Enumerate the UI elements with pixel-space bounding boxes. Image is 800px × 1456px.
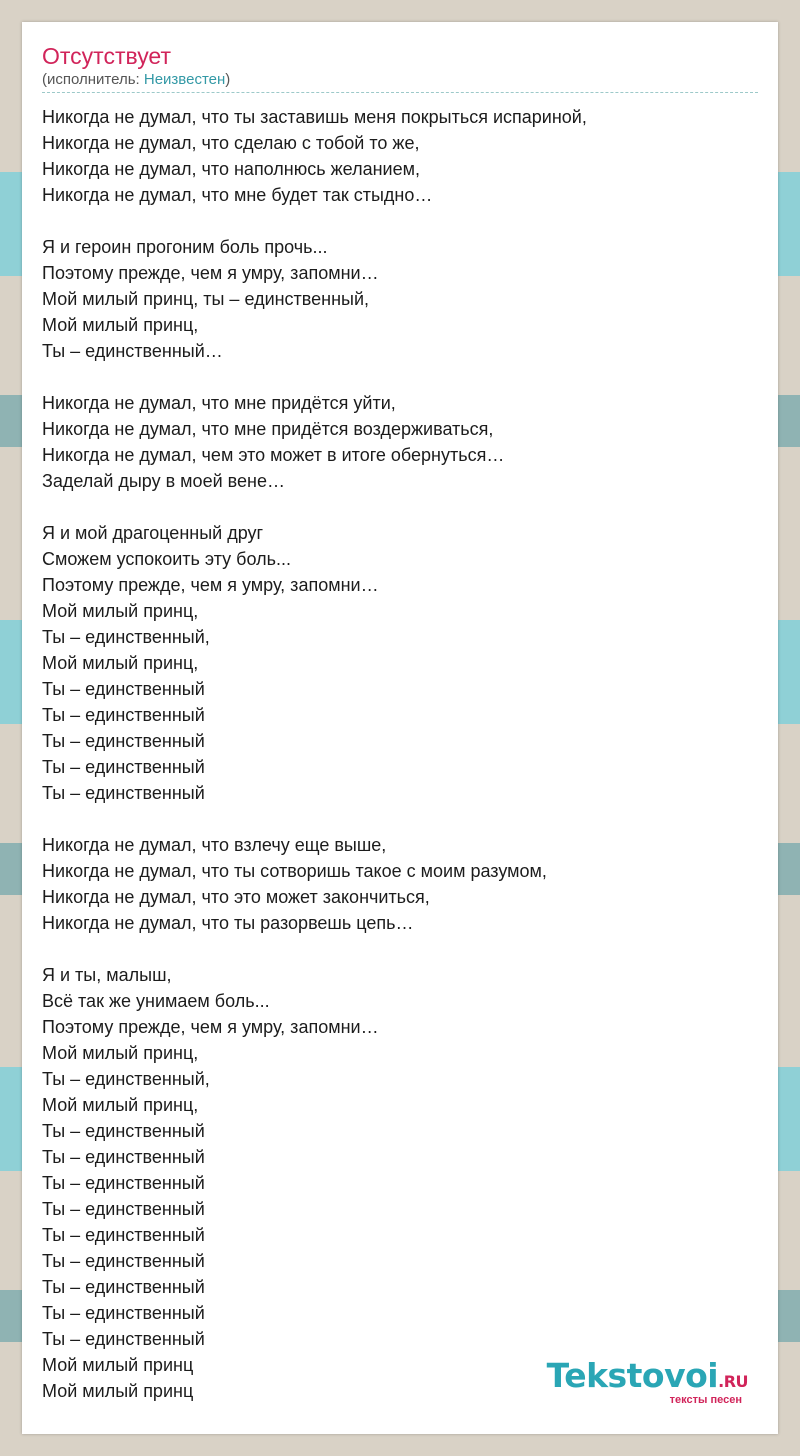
lyric-line: Я и ты, малыш, [42, 965, 172, 985]
lyric-line: Заделай дыру в моей вене… [42, 471, 285, 491]
lyric-line: Я и мой драгоценный друг [42, 523, 264, 543]
lyric-line: Ты – единственный [42, 731, 205, 751]
lyric-line: Ты – единственный, [42, 1069, 210, 1089]
lyric-line: Никогда не думал, что мне придётся уйти, [42, 393, 396, 413]
lyric-line: Никогда не думал, что сделаю с тобой то же, [42, 133, 420, 153]
lyric-line: Ты – единственный [42, 1251, 205, 1271]
lyric-line: Мой милый принц, [42, 653, 199, 673]
logo-tld: .RU [718, 1372, 748, 1391]
lyric-line: Мой милый принц, ты – единственный, [42, 289, 370, 309]
lyric-line: Поэтому прежде, чем я умру, запомни… [42, 263, 379, 283]
lyric-line: Никогда не думал, что наполнюсь желанием, [42, 159, 420, 179]
lyric-line: Поэтому прежде, чем я умру, запомни… [42, 575, 379, 595]
lyric-line [42, 806, 758, 832]
lyric-line: Никогда не думал, что взлечу еще выше, [42, 835, 387, 855]
lyric-line: Ты – единственный [42, 1225, 205, 1245]
lyric-line: Сможем успокоить эту боль... [42, 549, 291, 569]
lyric-line [42, 364, 758, 390]
lyric-line: Ты – единственный [42, 757, 205, 777]
artist-link[interactable]: Неизвестен [143, 71, 226, 88]
lyric-line: Ты – единственный [42, 1173, 205, 1193]
lyric-line: Мой милый принц, [42, 315, 199, 335]
lyric-line: Никогда не думал, что мне будет так стыдно… [42, 185, 433, 205]
lyric-line: Ты – единственный [42, 1277, 205, 1297]
song-title: Отсутствует [42, 43, 171, 69]
lyric-line: Ты – единственный [42, 1121, 205, 1141]
lyric-line: Ты – единственный [42, 679, 205, 699]
lyric-line [42, 936, 758, 962]
lyric-line: Я и героин прогоним боль прочь... [42, 237, 328, 257]
lyric-line: Мой милый принц [42, 1355, 194, 1375]
lyric-line: Мой милый принц, [42, 1095, 199, 1115]
lyric-line: Поэтому прежде, чем я умру, запомни… [42, 1017, 379, 1037]
lyric-line: Ты – единственный… [42, 341, 223, 361]
lyric-line: Никогда не думал, что это может закончиться, [42, 887, 430, 907]
lyric-line: Никогда не думал, что ты заставишь меня покрыться испариной, [42, 107, 587, 127]
lyric-line: Никогда не думал, чем это может в итоге обернуться… [42, 445, 505, 465]
lyric-line: Всё так же унимаем боль... [42, 991, 270, 1011]
lyric-line: Ты – единственный [42, 705, 205, 725]
lyric-line: Ты – единственный [42, 1199, 205, 1219]
lyric-line: Мой милый принц [42, 1381, 194, 1401]
lyric-line: Ты – единственный [42, 783, 205, 803]
lyric-line: Никогда не думал, что ты сотворишь такое с моим разумом, [42, 861, 547, 881]
lyrics-text [42, 104, 758, 1404]
lyric-line [42, 494, 758, 520]
lyric-line: Ты – единственный [42, 1303, 205, 1323]
artist-prefix: (исполнитель: [42, 71, 144, 88]
lyric-line: Ты – единственный [42, 1329, 205, 1349]
lyrics-card [22, 22, 778, 1434]
lyric-line: Никогда не думал, что мне придётся воздерживаться, [42, 419, 494, 439]
lyric-line: Ты – единственный, [42, 627, 210, 647]
logo-tagline: тексты песен [669, 1394, 742, 1406]
song-meta [42, 70, 758, 93]
lyric-line: Мой милый принц, [42, 1043, 199, 1063]
artist-suffix: ) [225, 71, 231, 88]
lyric-line [42, 208, 758, 234]
site-logo[interactable] [547, 1358, 748, 1406]
logo-main-text: Tekstovoi [546, 1356, 719, 1395]
lyric-line: Никогда не думал, что ты разорвешь цепь… [42, 913, 414, 933]
lyric-line: Ты – единственный [42, 1147, 205, 1167]
lyric-line: Мой милый принц, [42, 601, 199, 621]
